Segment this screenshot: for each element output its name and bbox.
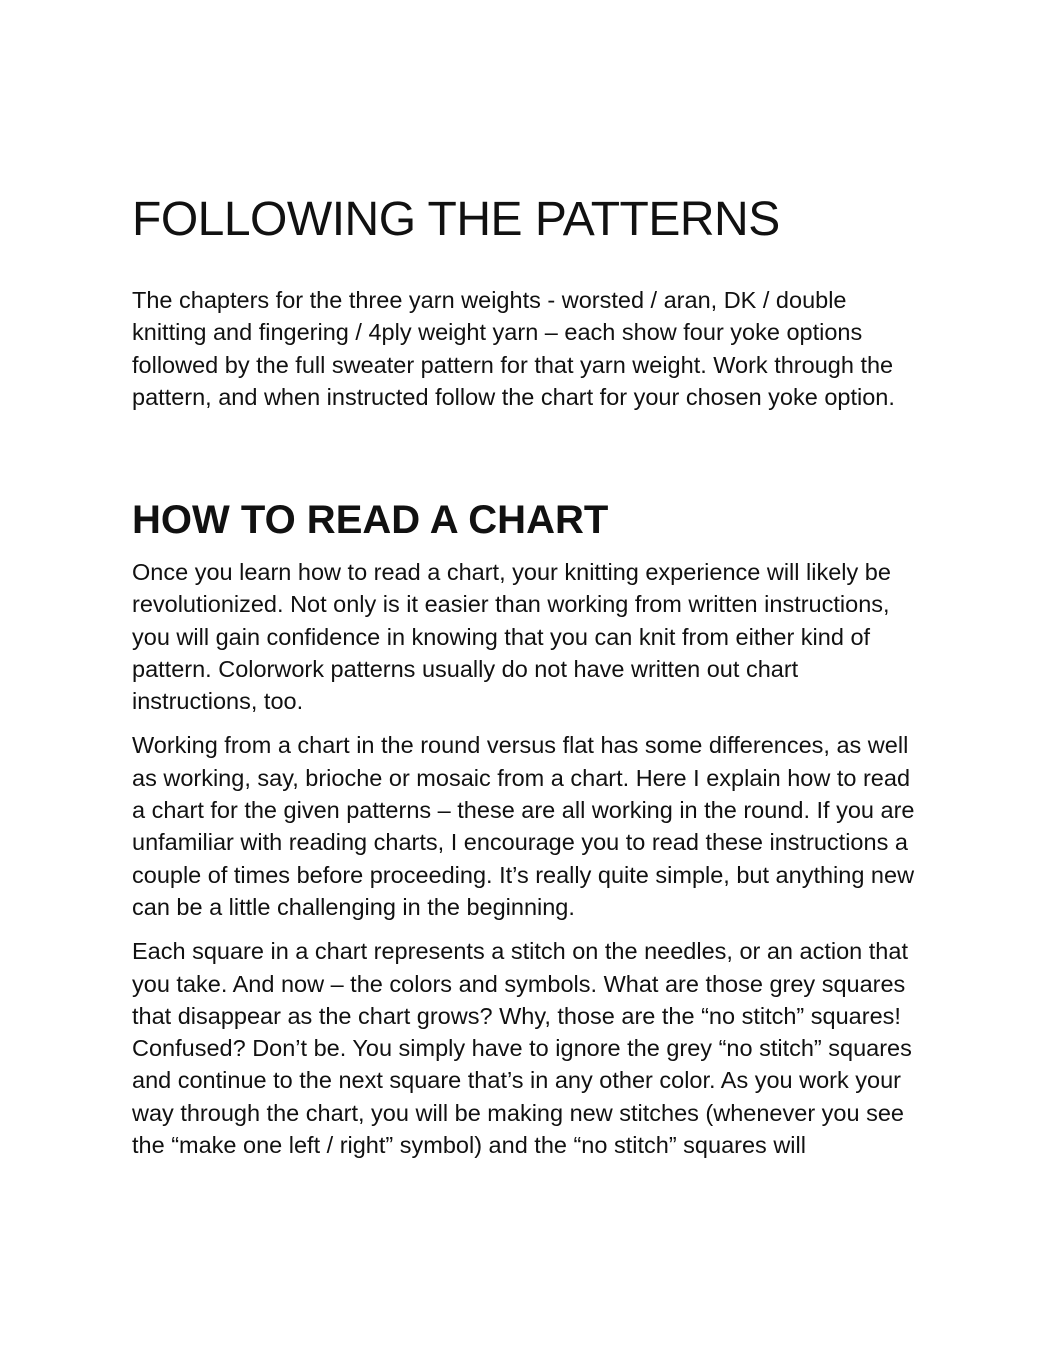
body-paragraph-2: Working from a chart in the round versus flat has some differences, as well as working, say, brioche or mosaic from a chart. Here I explain how to read a chart for the given patterns – these are all working in the round. If you are unfamiliar with reading charts, I encourage you to read these instructions a couple of times before proceeding. It’s really quite simple, but anything new can be a little challenging in the beginning.: [132, 732, 915, 920]
body-paragraph-3: Each square in a chart represents a stitch on the needles, or an action that you take. And now – the colors and symbols. What are those grey squares that disappear as the chart grows? Why, those are the “no stitch” squares! Confused? Don’t be. You simply have to ignore the grey “no stitch” squares and continue to the next square that’s in any other color. As you work your way through the chart, you will be making new stitches (whenever you see the “make one left / right” symbol) and the “no stitch” squares will: [132, 938, 912, 1159]
page-title: FOLLOWING THE PATTERNS: [132, 193, 780, 246]
body-paragraph-1: Once you learn how to read a chart, your knitting experience will likely be revolutionized. Not only is it easier than working from written instructions, you will gain confidence in knowing that you can knit from either kind of pattern. Colorwork patterns usually do not have written out chart instructions, too.: [132, 559, 891, 715]
section-heading: HOW TO READ A CHART: [132, 498, 609, 542]
intro-paragraph: The chapters for the three yarn weights - worsted / aran, DK / double knitting and fingering / 4ply weight yarn – each show four yoke options followed by the full sweater pattern for that yarn weight. Work through the pattern, and when instructed follow the chart for your chosen yoke option.: [132, 287, 895, 410]
section-body: [132, 556, 922, 1173]
